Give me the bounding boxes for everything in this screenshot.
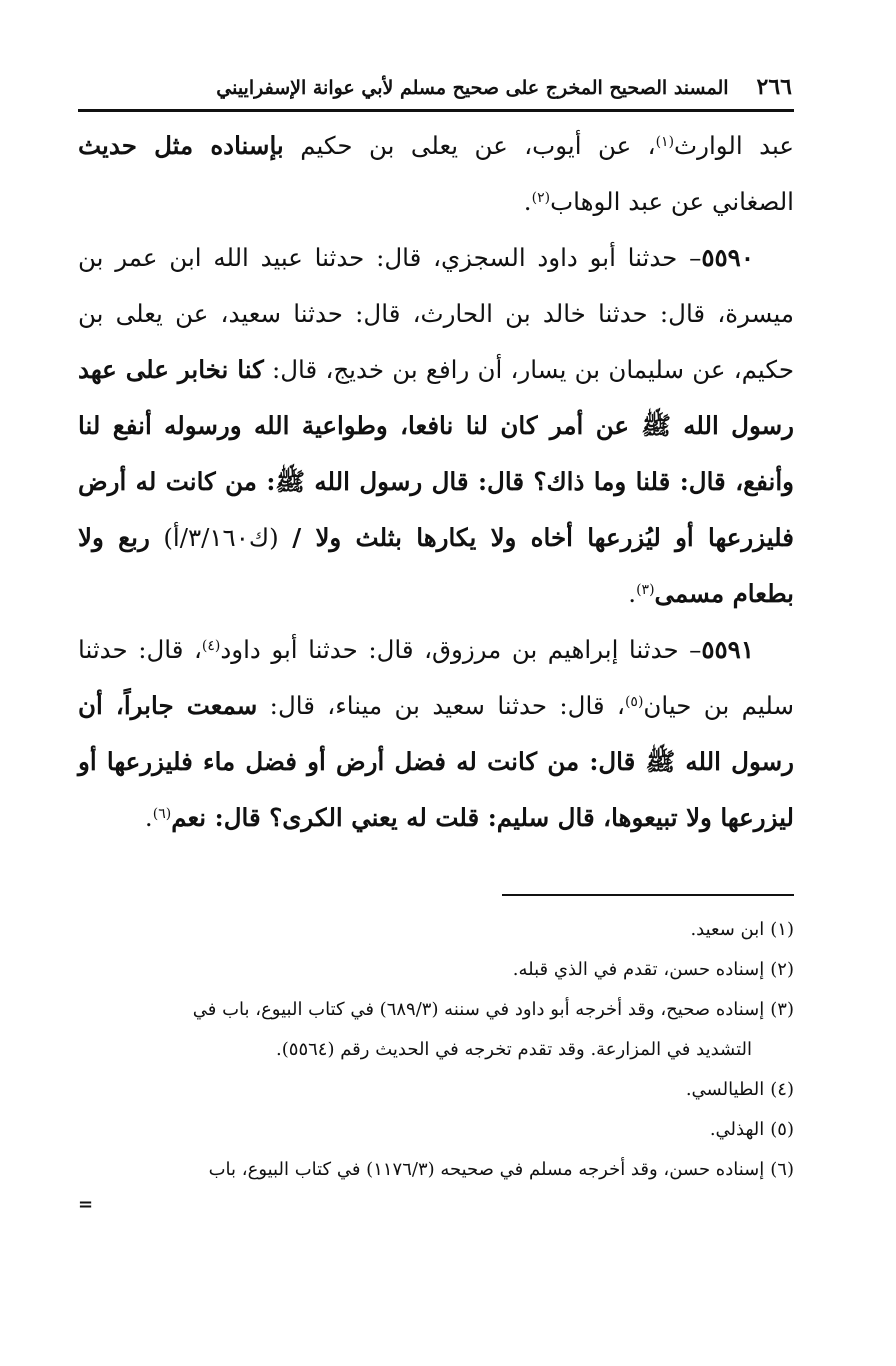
footnote-label: (٤): [770, 1079, 794, 1100]
hadith-5591: [78, 622, 794, 846]
footnote-1: [78, 910, 794, 950]
paragraph-continuation: [78, 118, 794, 230]
text-run: ، قال: حدثنا سليم بن حيان: [78, 635, 794, 720]
footnote-text: الهذلي.: [709, 1119, 765, 1140]
text-run: .: [628, 579, 637, 608]
footnote-text: إسناده حسن، تقدم في الذي قبله.: [512, 959, 765, 980]
text-run: .: [144, 803, 153, 832]
continuation-mark: =: [78, 1194, 94, 1215]
footnote-label: (٣): [770, 999, 794, 1020]
footnote-ref: (٦): [152, 806, 172, 822]
text-run: عبد الوارث: [674, 131, 794, 160]
footnote-label: (١): [770, 919, 794, 940]
footnote-text: إسناده حسن، وقد أخرجه مسلم في صحيحه (١١٧٦/٣) في كتاب البيوع، باب: [208, 1159, 765, 1180]
text-run: الصغاني عن عبد الوهاب: [550, 187, 794, 216]
footnote-3: [78, 990, 794, 1030]
hadith-number: ٥٥٩١: [701, 635, 754, 664]
footnotes-rule: [502, 894, 794, 896]
footnote-ref: (٥): [624, 694, 644, 710]
footnote-ref: (٣): [636, 582, 655, 598]
footnote-label: (٦): [770, 1159, 794, 1180]
footnote-text: إسناده صحيح، وقد أخرجه أبو داود في سننه (٦٨٩/٣) في كتاب البيوع، باب في: [192, 999, 765, 1020]
footnotes: [78, 910, 794, 1220]
main-text: [78, 118, 794, 846]
text-run: ، قال: حدثنا سعيد بن ميناء، قال:: [257, 691, 625, 720]
footnote-ref: (٤): [201, 638, 221, 654]
book-title: المسند الصحيح المخرج على صحيح مسلم لأبي عوانة الإسفراييني: [216, 77, 729, 99]
footnote-ref: (١): [655, 134, 675, 150]
footnote-5: [78, 1110, 794, 1150]
hadith-number: ٥٥٩٠: [701, 243, 754, 272]
footnote-label: (٢): [770, 959, 794, 980]
bold-text: ربع ولا بطعام مسمى: [78, 523, 794, 608]
footnote-ref: (٢): [531, 190, 551, 206]
text-run: ، عن أيوب، عن يعلى بن حكيم: [283, 131, 656, 160]
bold-text: سمعت جابراً، أن رسول الله ﷺ قال: من كانت له فضل أرض أو فضل ماء فليزرعها أو ليزرعها ولا تبيعوها، قال سليم: قلت له يعني الكرى؟ قال: نعم: [78, 691, 794, 832]
footnote-6: [78, 1150, 794, 1190]
bold-text: كنا نخابر على عهد رسول الله ﷺ عن أمر كان لنا نافعا، وطواعية الله ورسوله أنفع لنا وأنفع، قال: قلنا وما ذاك؟ قال: قال رسول الله ﷺ: من كانت له أرض فليزرعها أو ليُزرعها أخاه ولا يكارها بثلث ولا /: [78, 355, 794, 552]
footnote-text: الطيالسي.: [685, 1079, 765, 1100]
book-page: [78, 70, 794, 1220]
footnote-label: (٥): [770, 1119, 794, 1140]
footnote-text: ابن سعيد.: [690, 919, 765, 940]
hadith-5590: [78, 230, 794, 622]
running-header: [78, 70, 794, 105]
text-run: – حدثنا أبو داود السجزي، قال: حدثنا عبيد الله ابن عمر بن ميسرة، قال: حدثنا خالد بن الحارث، قال: حدثنا سعيد، عن يعلى بن حكيم، عن سليمان بن يسار، أن رافع بن خديج، قال:: [78, 243, 794, 384]
footnote-text: التشديد في المزارعة. وقد تقدم تخرجه في الحديث رقم (٥٥٦٤).: [276, 1039, 752, 1060]
header-rule: [78, 109, 794, 112]
footnote-3-continuation: [78, 1030, 794, 1070]
text-run: – حدثنا إبراهيم بن مرزوق، قال: حدثنا أبو داود: [220, 635, 702, 664]
footnote-2: [78, 950, 794, 990]
page-number: ٢٦٦: [756, 74, 792, 100]
footnote-4: [78, 1070, 794, 1110]
folio-marker: (ك٣/١٦٠/أ): [149, 523, 293, 552]
bold-text: بإسناده مثل حديث: [78, 131, 284, 160]
text-run: .: [523, 187, 532, 216]
